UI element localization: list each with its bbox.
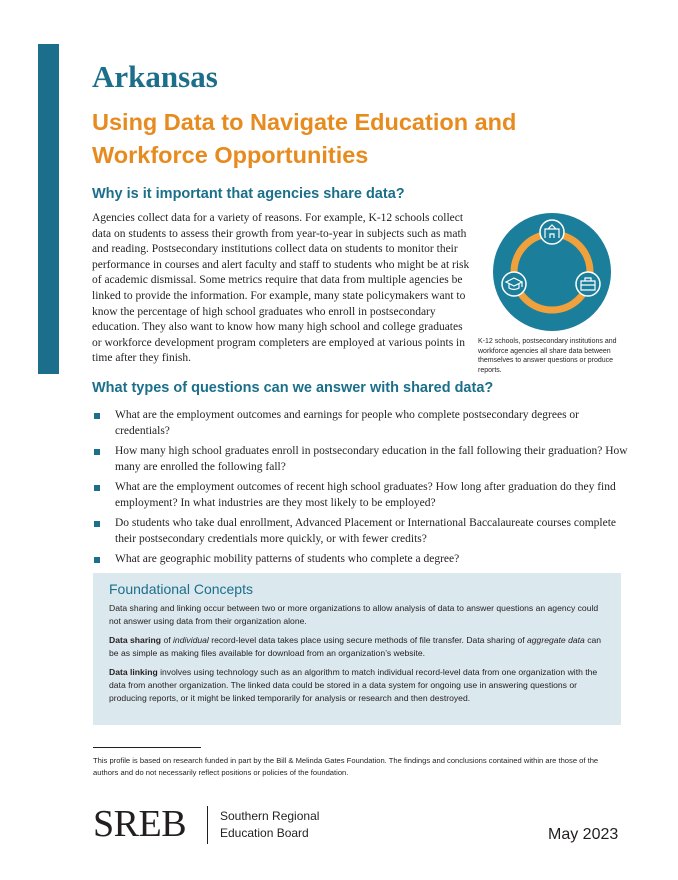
- footnote: This profile is based on research funded in part by the Bill & Melinda Gates Foundation. The findings and conclusions contained within are those of the authors and do not necessarily reflect positions or policies of the foundation.: [93, 756, 599, 777]
- list-item: Do students who take dual enrollment, Advanced Placement or International Baccalaureate courses complete their postsecondary credentials more quickly, or with fewer credits?: [92, 515, 632, 547]
- graduation-cap-icon: [502, 272, 526, 296]
- organization-name: Southern Regional Education Board: [220, 809, 320, 840]
- concepts-heading: Foundational Concepts: [109, 581, 253, 597]
- square-bullet-icon: [94, 449, 100, 455]
- state-name: Arkansas: [92, 59, 218, 94]
- square-bullet-icon: [94, 413, 100, 419]
- questions-list: [92, 407, 632, 571]
- sreb-logo: SREB: [93, 803, 187, 845]
- square-bullet-icon: [94, 557, 100, 563]
- diagram-caption: K-12 schools, postsecondary institutions and workforce agencies all share data between themselves to answer questions or produce reports.: [478, 338, 617, 374]
- logo-divider: [207, 806, 208, 844]
- square-bullet-icon: [94, 521, 100, 527]
- foundational-concepts-box: [93, 573, 621, 725]
- data-sharing-diagram: [487, 212, 617, 332]
- side-accent-bar: [38, 44, 59, 374]
- why-heading: Why is it important that agencies share data?: [92, 186, 405, 202]
- concepts-paragraph-3: Data linking involves using technology such as an algorithm to match individual record-level data from one organization with the data from another organization. The linked data could be stored in a data system for ongoing use in answering questions or producing reports, or it might be linked temporarily for analysis or research and then destroyed.: [109, 667, 598, 703]
- square-bullet-icon: [94, 485, 100, 491]
- list-item: How many high school graduates enroll in postsecondary education in the fall following their graduation? How many are enrolled the following fall?: [92, 443, 632, 475]
- school-icon: [540, 220, 564, 244]
- footnote-divider: [93, 747, 201, 748]
- list-item: What are the employment outcomes of recent high school graduates? How long after graduation do they find employment? In what industries are they most likely to be employed?: [92, 479, 632, 511]
- publication-date: May 2023: [548, 826, 619, 843]
- questions-heading: What types of questions can we answer with shared data?: [92, 380, 494, 396]
- why-body: Agencies collect data for a variety of reasons. For example, K-12 schools collect data on students to assess their growth from year-to-year in subjects such as math and reading. Postsecondary institutions collect data on students to monitor their performance in courses and alert faculty and staff to students who might be at risk of academic dismissal. Some metrics require that data from multiple agencies be linked to provide the information. For example, many state policymakers want to know the percentage of high school graduates who enroll in postsecondary education. They also want to know how many high school and college graduates or workforce development program completers are employed at various points in time after they finish.: [92, 212, 470, 365]
- concepts-paragraph-2: Data sharing of individual record-level data takes place using secure methods of file transfer. Data sharing of aggregate data can be as simple as making files available for download from an organization’s website.: [109, 635, 602, 658]
- list-item: What are the employment outcomes and earnings for people who complete postsecondary degrees or credentials?: [92, 407, 632, 439]
- list-item: What are geographic mobility patterns of students who complete a degree?: [92, 551, 632, 567]
- page-title: Using Data to Navigate Education and Workforce Opportunities: [92, 109, 517, 168]
- concepts-paragraph-1: Data sharing and linking occur between two or more organizations to allow analysis of data to answer questions an agency could not answer using data from their organization alone.: [109, 603, 599, 626]
- briefcase-icon: [576, 272, 600, 296]
